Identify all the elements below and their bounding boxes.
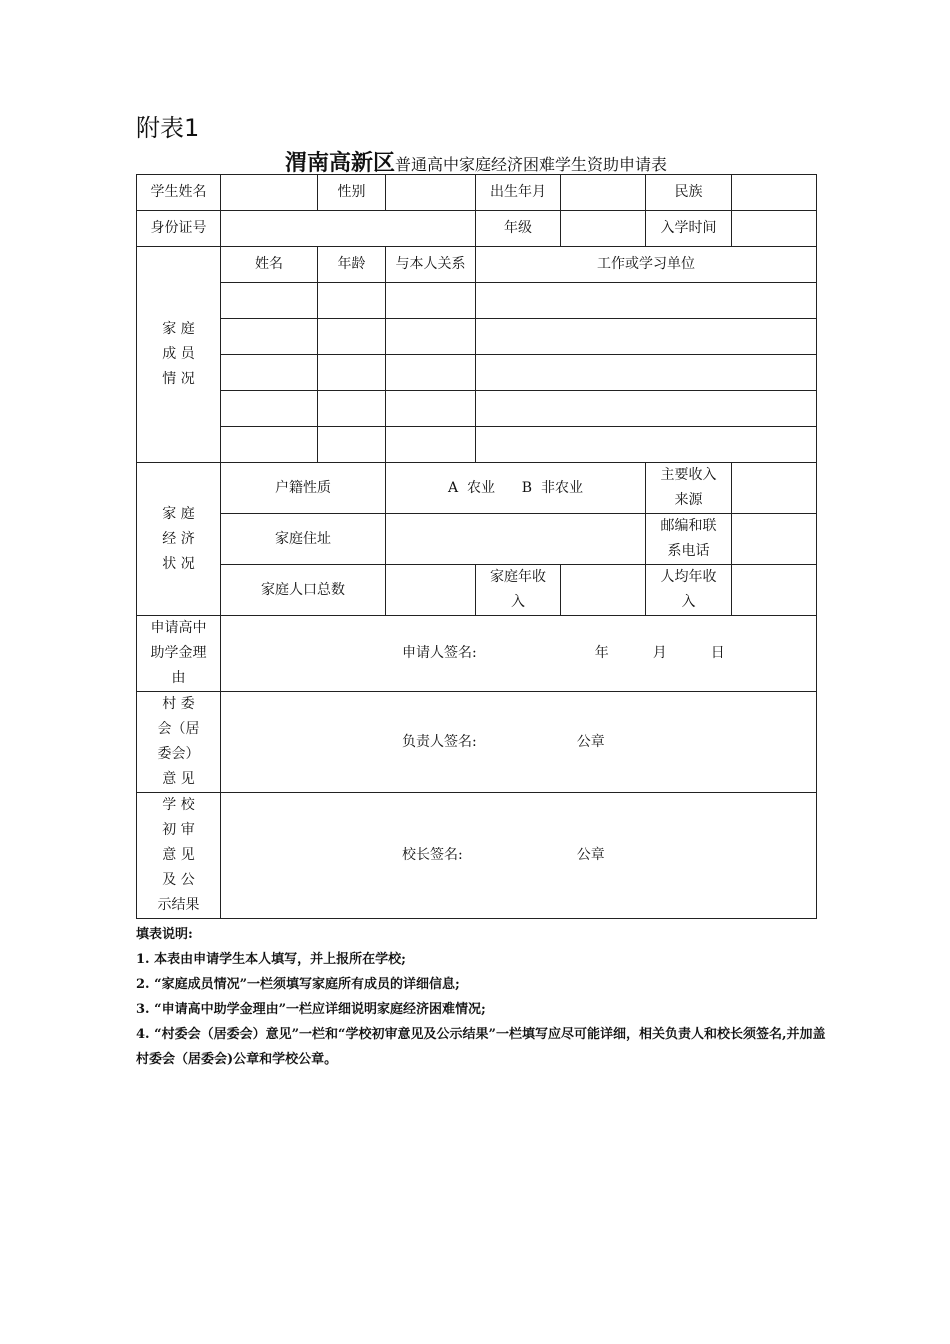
- birth-label: 出生年月: [476, 175, 561, 211]
- id-number-label: 身份证号: [137, 211, 221, 247]
- member-age-field[interactable]: [318, 391, 386, 427]
- member-age-field[interactable]: [318, 355, 386, 391]
- hukou-options[interactable]: A 农业 B 非农业: [386, 463, 646, 514]
- member-relation-field[interactable]: [386, 427, 476, 463]
- student-name-label: 学生姓名: [137, 175, 221, 211]
- member-row: [137, 355, 817, 391]
- per-capita-field[interactable]: [732, 565, 817, 616]
- member-relation-field[interactable]: [386, 355, 476, 391]
- village-seal-label: 公章: [576, 733, 605, 750]
- id-number-field[interactable]: [221, 211, 476, 247]
- school-review-label: 学 校 初 审 意 见 及 公 示结果: [137, 793, 221, 919]
- grade-field[interactable]: [561, 211, 646, 247]
- member-relation-field[interactable]: [386, 319, 476, 355]
- member-workplace-field[interactable]: [476, 319, 817, 355]
- annual-income-label: 家庭年收 入: [476, 565, 561, 616]
- member-name-field[interactable]: [221, 391, 318, 427]
- reason-field[interactable]: [221, 616, 817, 692]
- gender-label: 性别: [318, 175, 386, 211]
- member-name-field[interactable]: [221, 355, 318, 391]
- annual-income-field[interactable]: [561, 565, 646, 616]
- instruction-item: 1. 本表由申请学生本人填写，并上报所在学校;: [136, 952, 406, 967]
- instructions-heading: 填表说明:: [136, 927, 193, 942]
- column-header-age: 年龄: [318, 247, 386, 283]
- population-label: 家庭人口总数: [221, 565, 386, 616]
- ethnicity-label: 民族: [646, 175, 732, 211]
- member-name-field[interactable]: [221, 283, 318, 319]
- address-field[interactable]: [386, 514, 646, 565]
- member-workplace-field[interactable]: [476, 283, 817, 319]
- member-age-field[interactable]: [318, 427, 386, 463]
- village-opinion-field[interactable]: [221, 692, 817, 793]
- family-economy-label: 家 庭 经 济 状 况: [137, 463, 221, 616]
- population-field[interactable]: [386, 565, 476, 616]
- ethnicity-field[interactable]: [732, 175, 817, 211]
- address-label: 家庭住址: [221, 514, 386, 565]
- school-seal-label: 公章: [576, 847, 605, 863]
- instructions: [136, 922, 826, 1072]
- member-age-field[interactable]: [318, 319, 386, 355]
- member-row: [137, 391, 817, 427]
- grade-label: 年级: [476, 211, 561, 247]
- student-name-field[interactable]: [221, 175, 318, 211]
- postal-phone-field[interactable]: [732, 514, 817, 565]
- instruction-item: 4. “村委会（居委会）意见”一栏和“学校初审意见及公示结果”一栏填写应尽可能详细，相关负责人和校长须签名,并加盖村委会（居委会)公章和学校公章。: [136, 1027, 826, 1067]
- reason-label: 申请高中 助学金理 由: [137, 616, 221, 692]
- village-signature-label: 负责人签名:: [402, 733, 477, 750]
- member-name-field[interactable]: [221, 319, 318, 355]
- member-row: [137, 283, 817, 319]
- member-relation-field[interactable]: [386, 283, 476, 319]
- member-name-field[interactable]: [221, 427, 318, 463]
- column-header-workplace: 工作或学习单位: [476, 247, 817, 283]
- title-form-name: 普通高中家庭经济困难学生资助申请表: [395, 155, 668, 174]
- main-income-label: 主要收入 来源: [646, 463, 732, 514]
- instruction-item: 3. “申请高中助学金理由”一栏应详细说明家庭经济困难情况;: [136, 1002, 486, 1017]
- principal-signature-label: 校长签名:: [402, 847, 463, 863]
- per-capita-label: 人均年收 入: [646, 565, 732, 616]
- column-header-name: 姓名: [221, 247, 318, 283]
- instruction-item: 2. “家庭成员情况”一栏须填写家庭所有成员的详细信息;: [136, 977, 460, 992]
- gender-field[interactable]: [386, 175, 476, 211]
- member-workplace-field[interactable]: [476, 427, 817, 463]
- enroll-time-label: 入学时间: [646, 211, 732, 247]
- village-opinion-label: 村 委 会（居 委会） 意 见: [137, 692, 221, 793]
- application-form-table: [136, 174, 817, 919]
- birth-field[interactable]: [561, 175, 646, 211]
- date-month: 月: [652, 645, 667, 661]
- attachment-label: 附表1: [136, 114, 200, 142]
- main-income-field[interactable]: [732, 463, 817, 514]
- applicant-signature-label: 申请人签名:: [402, 645, 477, 661]
- title-district: 渭南高新区: [284, 151, 395, 176]
- member-relation-field[interactable]: [386, 391, 476, 427]
- postal-phone-label: 邮编和联 系电话: [646, 514, 732, 565]
- date-year: 年: [594, 645, 609, 661]
- family-members-label: 家 庭 成 员 情 况: [137, 247, 221, 463]
- enroll-time-field[interactable]: [732, 211, 817, 247]
- member-workplace-field[interactable]: [476, 355, 817, 391]
- column-header-relation: 与本人关系: [386, 247, 476, 283]
- member-row: [137, 319, 817, 355]
- date-day: 日: [710, 645, 725, 661]
- member-age-field[interactable]: [318, 283, 386, 319]
- member-workplace-field[interactable]: [476, 391, 817, 427]
- page-title: [136, 146, 816, 177]
- school-review-field[interactable]: [221, 793, 817, 919]
- member-row: [137, 427, 817, 463]
- hukou-label: 户籍性质: [221, 463, 386, 514]
